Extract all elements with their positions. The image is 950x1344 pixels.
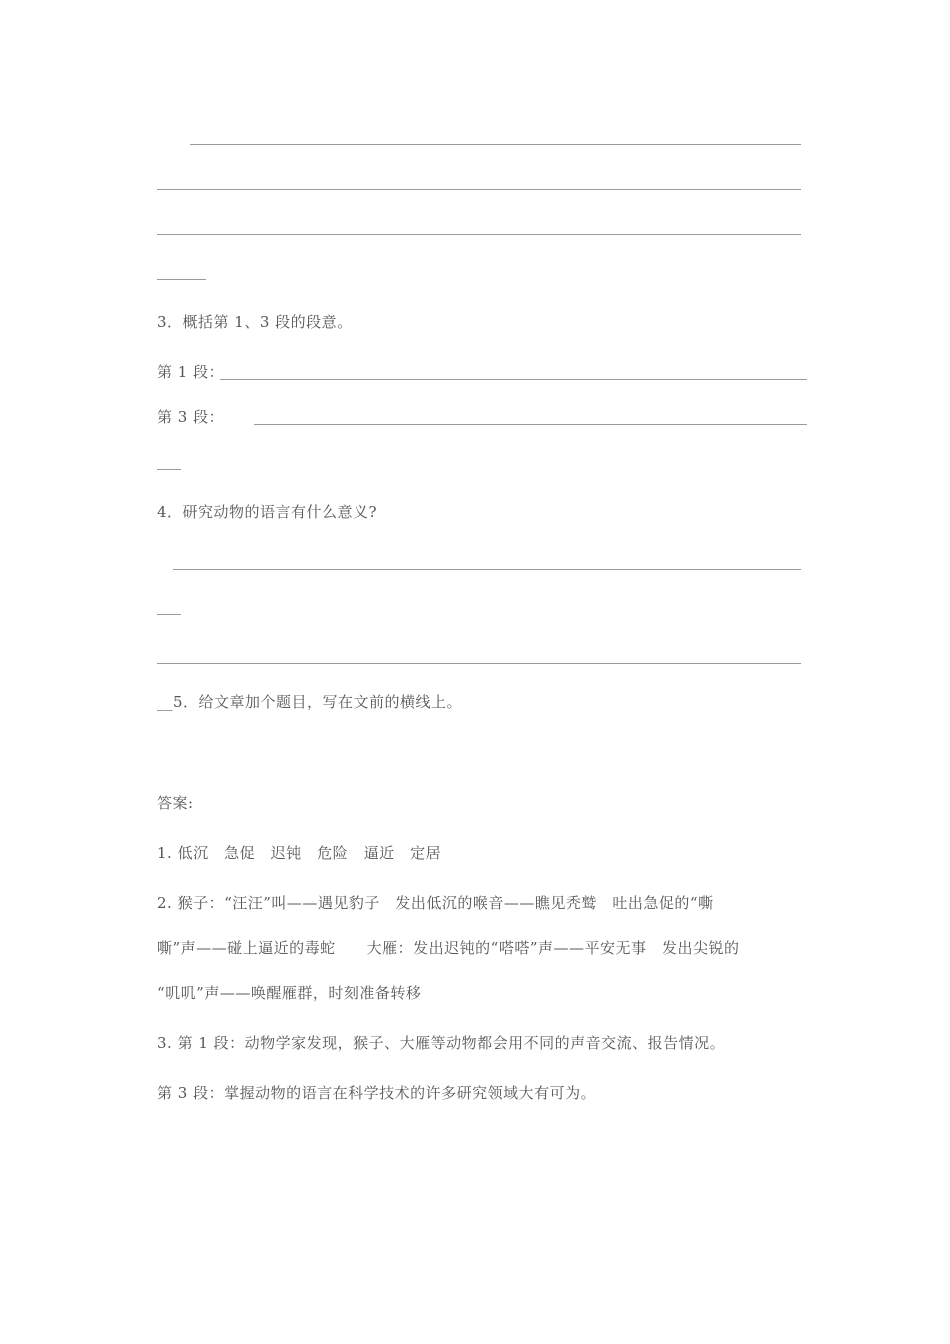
answer-blank-line[interactable] [190, 144, 801, 145]
paragraph-3-answer-line[interactable] [254, 424, 807, 425]
paragraph-1-label: 第 1 段： [157, 363, 225, 381]
answer-2-line-3: “叽叽”声——唤醒雁群，时刻准备转移 [157, 984, 422, 1002]
answer-3-line-2: 第 3 段：掌握动物的语言在科学技术的许多研究领域大有可为。 [157, 1084, 597, 1102]
answer-2-line-1: 2. 猴子：“汪汪”叫——遇见豹子 发出低沉的喉音——瞧见秃鹫 吐出急促的“嘶 [157, 894, 714, 912]
answer-1: 1. 低沉 急促 迟钝 危险 逼近 定居 [157, 844, 442, 862]
question-5-prompt: __5．给文章加个题目，写在文前的横线上。 [157, 693, 463, 711]
question-3-prompt: 3．概括第 1、3 段的段意。 [157, 313, 353, 331]
answer-blank-line[interactable] [157, 279, 206, 280]
answer-blank-line[interactable] [157, 234, 801, 235]
answer-blank-line[interactable] [173, 569, 801, 570]
answer-blank-line[interactable] [157, 469, 181, 470]
answers-heading: 答案: [157, 794, 194, 812]
paragraph-1-answer-line[interactable] [220, 379, 807, 380]
paragraph-3-label: 第 3 段： [157, 408, 225, 426]
answer-3-line-1: 3. 第 1 段：动物学家发现，猴子、大雁等动物都会用不同的声音交流、报告情况。 [157, 1034, 726, 1052]
answer-blank-line[interactable] [157, 189, 801, 190]
question-4-prompt: 4．研究动物的语言有什么意义? [157, 503, 378, 521]
answer-blank-line[interactable] [157, 614, 181, 615]
answer-blank-line[interactable] [157, 663, 801, 664]
answer-2-line-2: 嘶”声——碰上逼近的毒蛇 大雁：发出迟钝的“嗒嗒”声——平安无事 发出尖锐的 [157, 939, 740, 957]
